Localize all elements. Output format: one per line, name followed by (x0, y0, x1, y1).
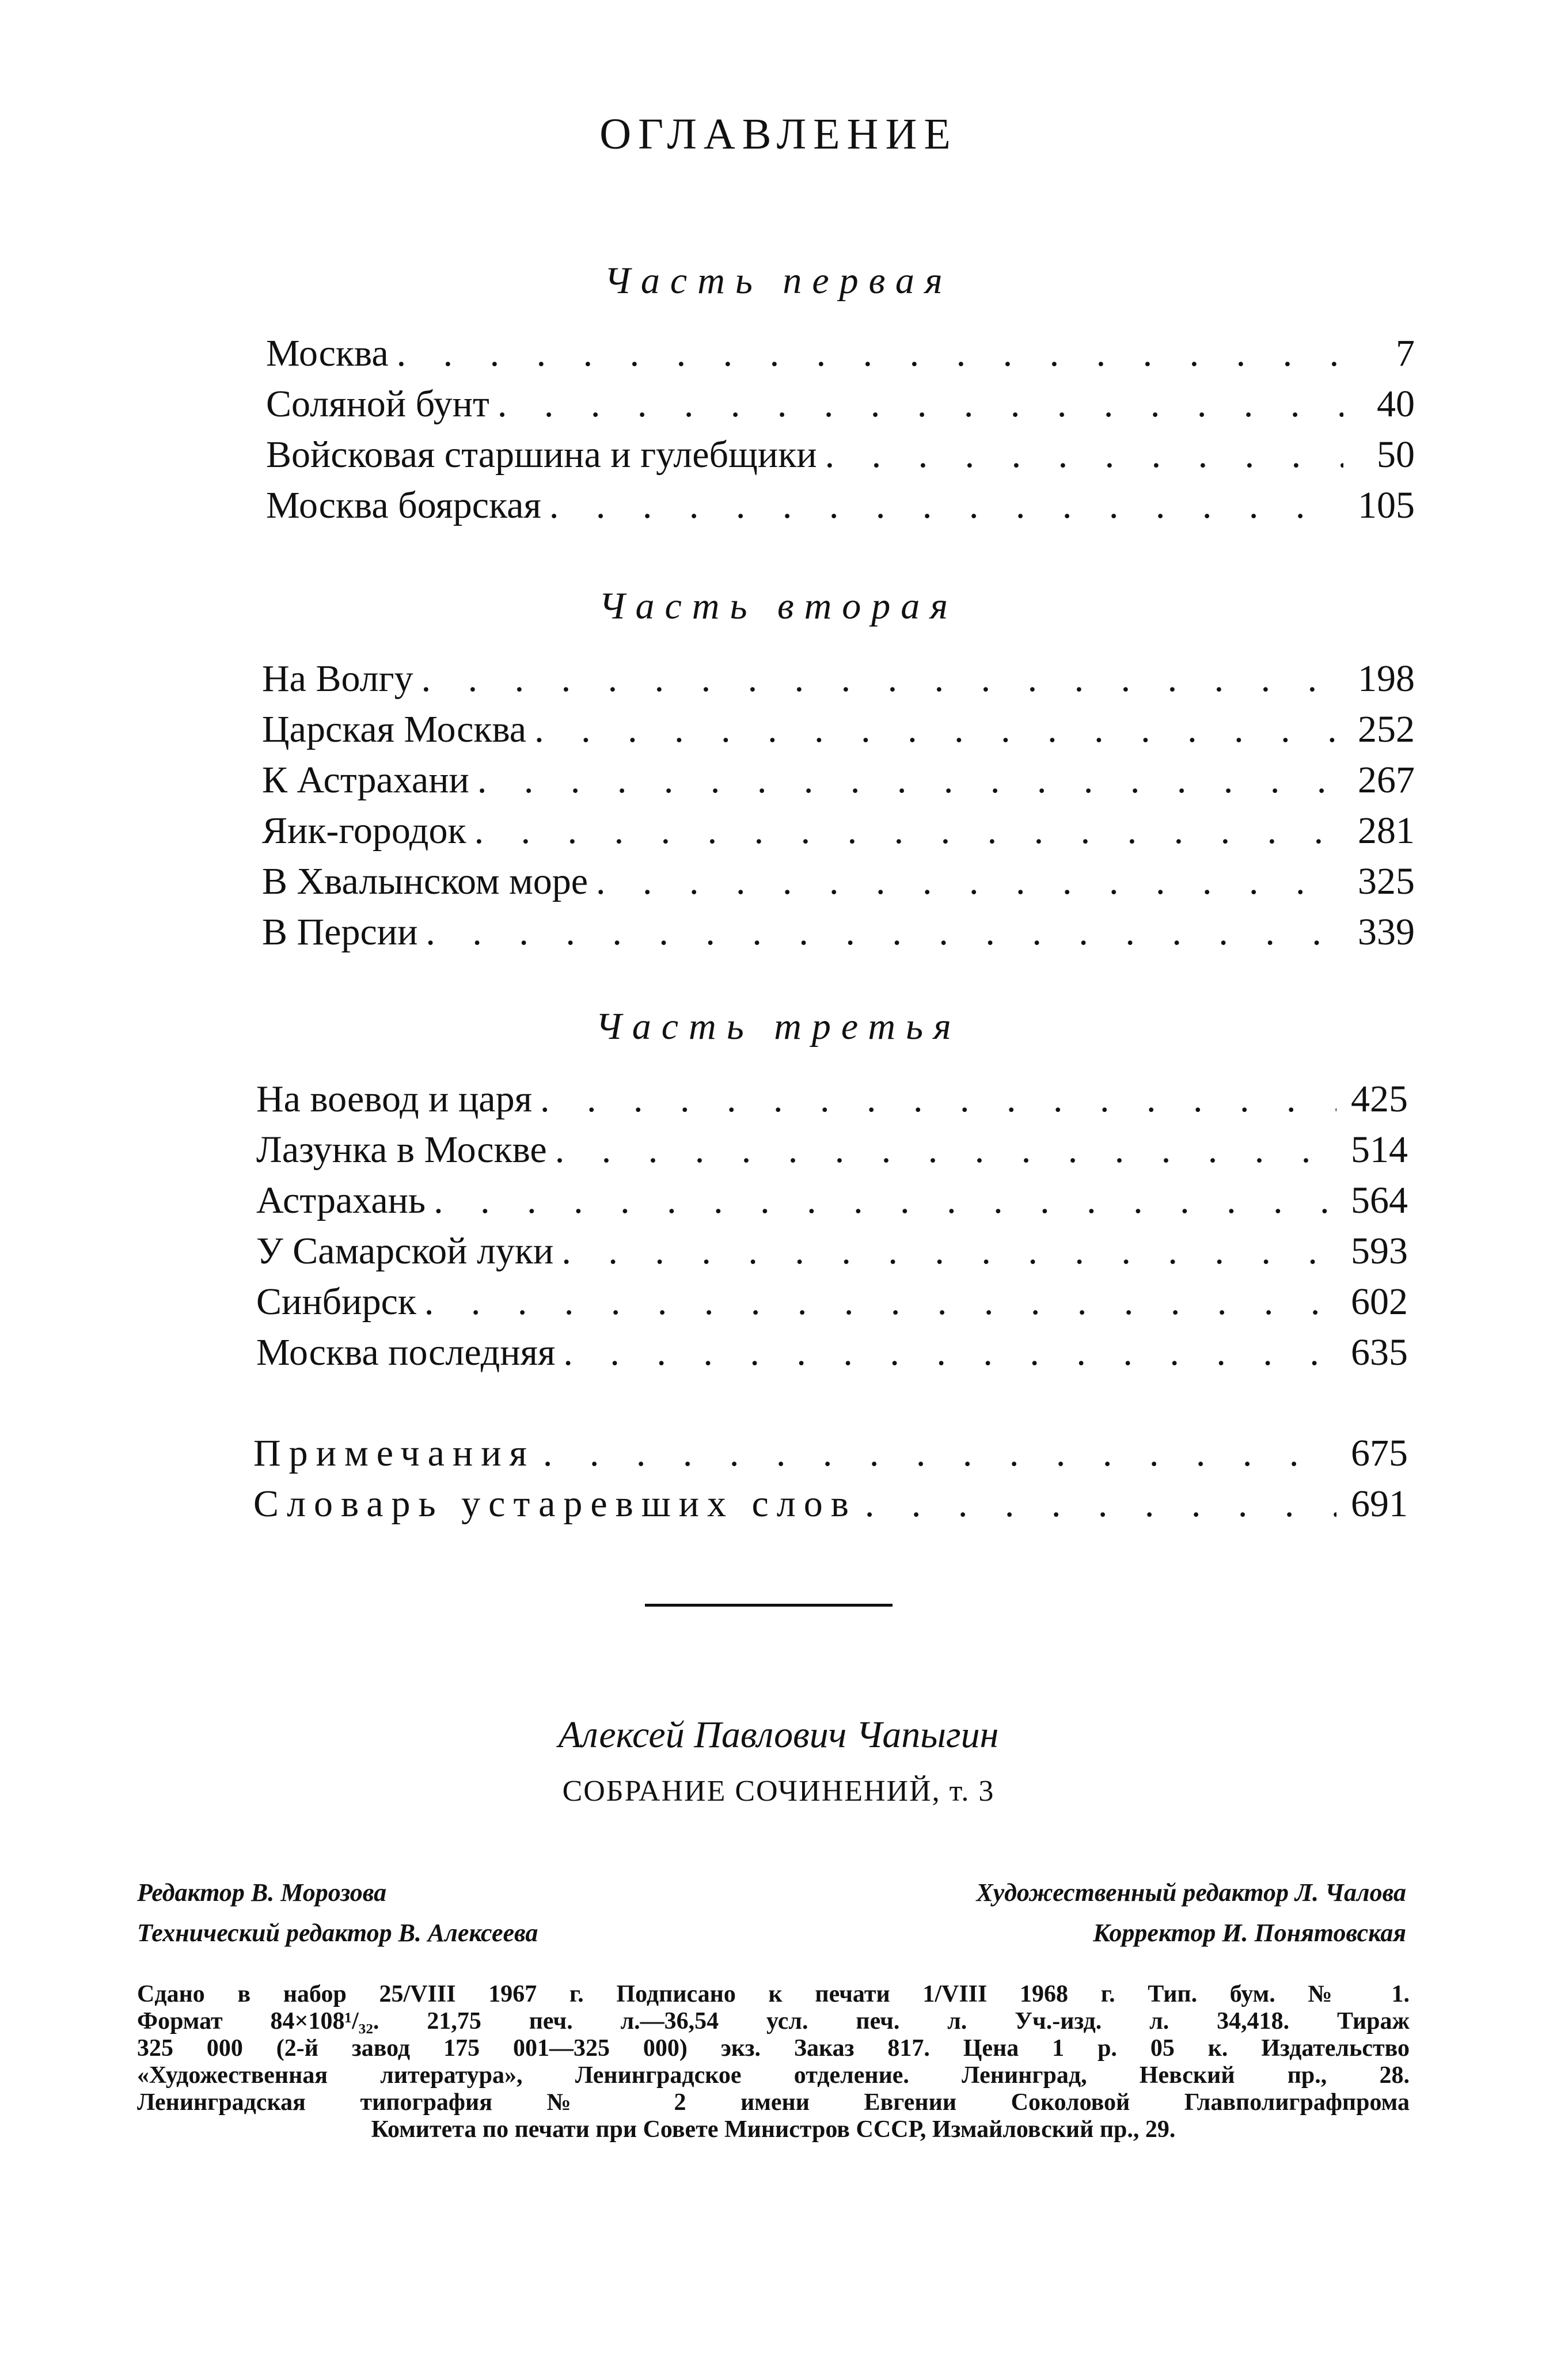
author-name: Алексей Павлович Чапыгин (558, 1714, 999, 1756)
toc-section-1 (266, 328, 1415, 531)
credit-editor: Редактор В. Морозова (137, 1878, 387, 1907)
part-heading-3: Часть третья (595, 1005, 962, 1047)
toc-entry-page: 40 (1377, 383, 1415, 425)
dot-leader (421, 654, 1343, 704)
imprint-block (137, 1981, 1410, 2143)
imprint-line: Комитета по печати при Совете Министров СССР, Измайловский пр., 29. (371, 2116, 1176, 2143)
toc-entry-page: 425 (1351, 1078, 1408, 1120)
toc-entry-title: У Самарской луки (256, 1230, 554, 1272)
dot-leader (424, 1277, 1336, 1327)
toc-entry[interactable] (256, 1074, 1408, 1125)
toc-entry-title: Соляной бунт (266, 383, 489, 425)
toc-entry-title: Синбирск (256, 1281, 416, 1323)
toc-entry[interactable] (262, 856, 1415, 907)
toc-entry-page: 281 (1358, 810, 1415, 852)
part-heading-2: Часть вторая (599, 585, 958, 627)
toc-entry-title: Царская Москва (262, 708, 527, 750)
dot-leader (434, 1175, 1336, 1226)
toc-entry[interactable] (262, 704, 1415, 755)
dot-leader (540, 1074, 1336, 1125)
dot-leader (477, 755, 1343, 806)
toc-entry-title: На Волгу (262, 658, 413, 700)
dot-leader (426, 907, 1343, 958)
dot-leader (549, 480, 1343, 531)
imprint-line: Формат 84×108¹/₃₂. 21,75 печ. л.—36,54 усл. печ. л. Уч.-изд. л. 34,418. Тираж (137, 2008, 1410, 2034)
toc-entry[interactable] (256, 1277, 1408, 1327)
toc-entry-page: 339 (1358, 911, 1415, 953)
toc-entry-title: В Хвалынском море (262, 860, 588, 902)
toc-entry[interactable] (256, 1327, 1408, 1378)
dot-leader (825, 430, 1343, 480)
imprint-line: Ленинградская типография № 2 имени Евгении Соколовой Главполиграфпрома (137, 2089, 1410, 2116)
toc-entry-title: Москва последняя (256, 1331, 556, 1373)
dot-leader (561, 1226, 1336, 1277)
dot-leader (397, 328, 1343, 379)
part-heading-1: Часть первая (604, 260, 953, 302)
toc-entry[interactable] (262, 755, 1415, 806)
toc-entry-page: 635 (1351, 1331, 1408, 1373)
toc-entry-title: Лазунка в Москве (256, 1129, 547, 1171)
toc-entry-page: 7 (1396, 332, 1415, 374)
toc-entry-page: 105 (1358, 484, 1415, 526)
dot-leader (563, 1327, 1336, 1378)
toc-entry-page: 50 (1377, 434, 1415, 476)
toc-entry-title: Яик-городок (262, 810, 466, 852)
toc-entry[interactable] (262, 654, 1415, 704)
toc-entry[interactable] (266, 328, 1415, 379)
toc-entry[interactable] (266, 480, 1415, 531)
toc-entry[interactable] (256, 1226, 1408, 1277)
dot-leader (555, 1125, 1336, 1175)
toc-entry-title: Москва (266, 332, 389, 374)
credit-proofreader: Корректор И. Понятовская (1093, 1919, 1406, 1947)
imprint-line: 325 000 (2-й завод 175 001—325 000) экз. Заказ 817. Цена 1 р. 05 к. Издательство (137, 2035, 1410, 2062)
toc-entry-title: Астрахань (256, 1179, 426, 1221)
credit-tech-editor: Технический редактор В. Алексеева (137, 1919, 538, 1947)
dot-leader (498, 379, 1343, 430)
toc-appendix (253, 1428, 1408, 1529)
page-title: ОГЛАВЛЕНИЕ (599, 110, 958, 158)
toc-entry[interactable] (266, 379, 1415, 430)
toc-entry-notes[interactable] (253, 1428, 1408, 1479)
toc-entry[interactable] (256, 1175, 1408, 1226)
toc-entry-title: В Персии (262, 911, 418, 953)
toc-entry-page: 593 (1351, 1230, 1408, 1272)
toc-entry-page: 602 (1351, 1281, 1408, 1323)
toc-entry[interactable] (266, 430, 1415, 480)
toc-entry-title: На воевод и царя (256, 1078, 532, 1120)
dot-leader (865, 1479, 1336, 1529)
dot-leader (474, 806, 1343, 856)
toc-entry-title: К Астрахани (262, 759, 469, 801)
toc-entry-title: Войсковая старшина и гулебщики (266, 434, 817, 476)
toc-entry[interactable] (262, 907, 1415, 958)
toc-entry-page: 564 (1351, 1179, 1408, 1221)
toc-entry-page: 267 (1358, 759, 1415, 801)
toc-entry-page: 514 (1351, 1129, 1408, 1171)
toc-entry-title: Москва боярская (266, 484, 541, 526)
imprint-line: «Художественная литература», Ленинградское отделение. Ленинград, Невский пр., 28. (137, 2062, 1410, 2089)
toc-section-3 (256, 1074, 1408, 1378)
imprint-line: Сдано в набор 25/VIII 1967 г. Подписано к печати 1/VIII 1968 г. Тип. бум. № 1. (137, 1981, 1410, 2007)
dot-leader (543, 1428, 1336, 1479)
collection-title: СОБРАНИЕ СОЧИНЕНИЙ, т. 3 (562, 1775, 995, 1808)
credit-art-editor: Художественный редактор Л. Чалова (976, 1878, 1406, 1907)
toc-entry-title: Словарь устаревших слов (253, 1483, 857, 1525)
toc-entry-page: 675 (1351, 1432, 1408, 1474)
toc-entry-page: 252 (1358, 708, 1415, 750)
toc-entry[interactable] (262, 806, 1415, 856)
section-divider (645, 1604, 893, 1607)
toc-entry-page: 325 (1358, 860, 1415, 902)
toc-entry-page: 691 (1351, 1483, 1408, 1525)
toc-entry[interactable] (256, 1125, 1408, 1175)
toc-section-2 (262, 654, 1415, 958)
toc-entry-page: 198 (1358, 658, 1415, 700)
dot-leader (596, 856, 1343, 907)
toc-entry-title: Примечания (253, 1432, 535, 1474)
dot-leader (534, 704, 1343, 755)
toc-entry-glossary[interactable] (253, 1479, 1408, 1529)
